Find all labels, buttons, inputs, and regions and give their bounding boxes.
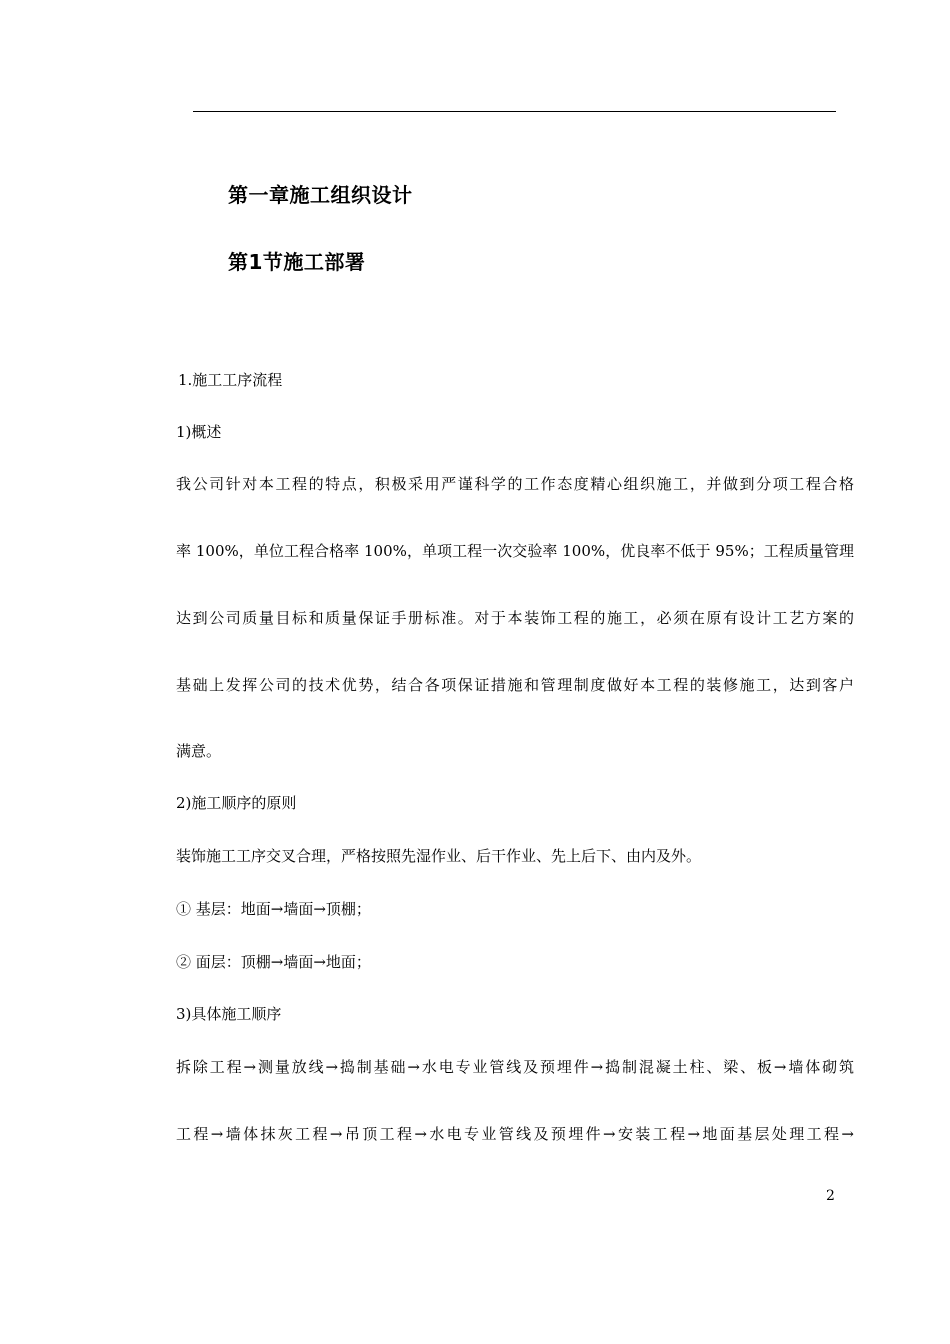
sub-heading-principles: 2)施工顺序的原则 (176, 794, 297, 812)
paragraph-line: 我公司针对本工程的特点，积极采用严谨科学的工作态度精心组织施工，并做到分项工程合格 (176, 475, 854, 493)
sub-heading-sequence: 3)具体施工顺序 (176, 1005, 282, 1023)
sub-heading-overview: 1)概述 (176, 423, 222, 441)
section-title: 第1节施工部署 (228, 250, 366, 274)
list-item-base-layer: ① 基层：地面→墙面→顶棚； (176, 900, 371, 918)
chapter-title: 第一章施工组织设计 (228, 183, 413, 207)
paragraph-line: 率 100%，单位工程合格率 100%，单项工程一次交验率 100%，优良率不低于 95%；工程质量管理 (176, 542, 854, 560)
paragraph-line: 工程→墙体抹灰工程→吊顶工程→水电专业管线及预埋件→安装工程→地面基层处理工程→ (176, 1125, 854, 1143)
paragraph-line: 达到公司质量目标和质量保证手册标准。对于本装饰工程的施工，必须在原有设计工艺方案的 (176, 609, 854, 627)
header-rule (193, 111, 836, 112)
page-number: 2 (826, 1188, 835, 1204)
paragraph-principles: 装饰施工工序交叉合理，严格按照先湿作业、后干作业、先上后下、由内及外。 (176, 847, 702, 865)
paragraph-line: 满意。 (176, 742, 222, 760)
list-item-surface-layer: ② 面层：顶棚→墙面→地面； (176, 953, 371, 971)
item-heading: 1.施工工序流程 (178, 371, 283, 389)
paragraph-line: 基础上发挥公司的技术优势，结合各项保证措施和管理制度做好本工程的装修施工，达到客户 (176, 676, 854, 694)
paragraph-line: 拆除工程→测量放线→捣制基础→水电专业管线及预埋件→捣制混凝土柱、梁、板→墙体砌筑 (176, 1058, 854, 1076)
